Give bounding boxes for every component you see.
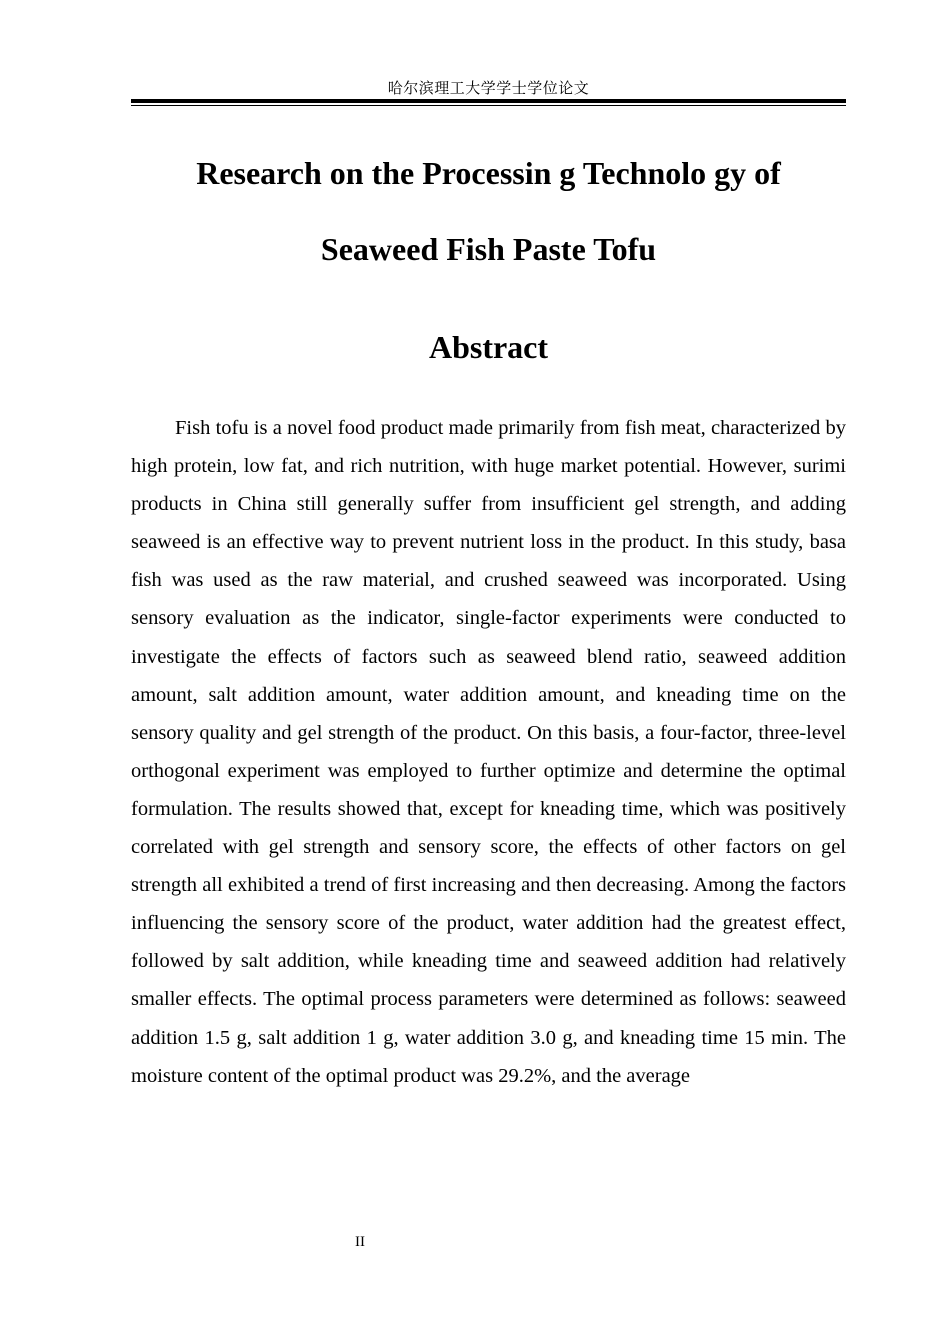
paper-title-line-1: Research on the Processin g Technolo gy of: [196, 155, 781, 191]
header-rule: [131, 99, 846, 103]
abstract-heading: Abstract: [428, 329, 549, 365]
running-header: 哈尔滨理工大学学士学位论文: [387, 79, 590, 97]
page-number: II: [355, 1234, 365, 1250]
header-rule-thin: [131, 105, 846, 106]
abstract-paragraph: Fish tofu is a novel food product made primarily from fish meat, characterized by high protein, low fat, and rich nutrition, with huge market potential. However, surimi products in China still generally suffer from insufficient gel strength, and adding seaweed is an effective way to prevent nutrient loss in the product. In this study, basa fish was used as the raw material, and crushed seaweed was incorporated. Using sensory evaluation as the indicator, single-factor experiments were conducted to investigate the effects of factors such as seaweed blend ratio, seaweed addition amount, salt addition amount, water addition amount, and kneading time on the sensory quality and gel strength of the product. On this basis, a four-factor, three-level orthogonal experiment was employed to further optimize and determine the optimal formulation. The results showed that, except for kneading time, which was positively correlated with gel strength and sensory score, the effects of other factors on gel strength all exhibited a trend of first increasing and then decreasing. Among the factors influencing the sensory score of the product, water addition had the greatest effect, followed by salt addition, while kneading time and seaweed addition had relatively smaller effects. The optimal process parameters were determined as follows: seaweed addition 1.5 g, salt addition 1 g, water addition 3.0 g, and kneading time 15 min. The moisture content of the optimal product was 29.2%, and the average: [131, 417, 846, 1087]
paper-title-line-2: Seaweed Fish Paste Tofu: [320, 231, 657, 267]
